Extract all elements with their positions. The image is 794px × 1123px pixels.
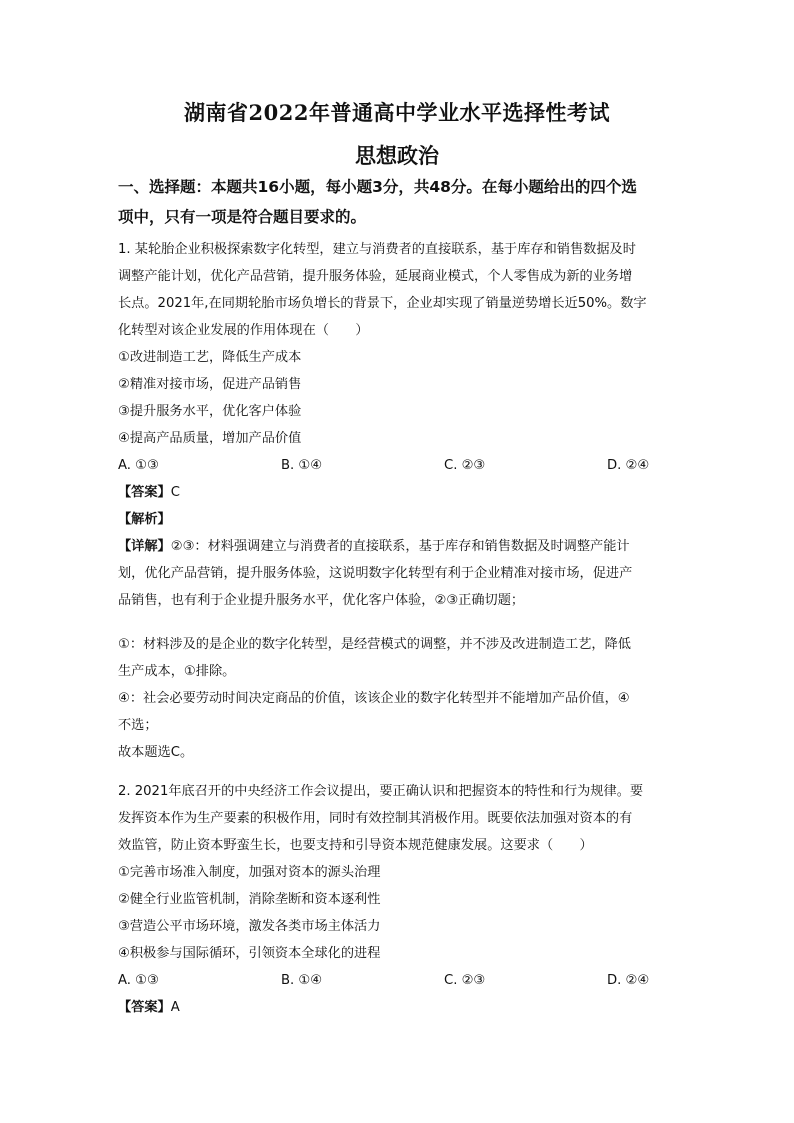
section-heading (118, 172, 678, 232)
detail-text: ②③：材料强调建立与消费者的直接联系，基于库存和销售数据及时调整产能计 (170, 539, 630, 554)
option-d: D. ②④ (607, 458, 650, 473)
paragraph-gap (118, 614, 684, 631)
analysis-note: 不选； (118, 718, 158, 733)
detail-tag: 【详解】 (118, 539, 171, 554)
answer-line (118, 479, 684, 506)
section-heading-line: 项中，只有一项是符合题目要求的。 (118, 208, 367, 226)
analysis-note: ①：材料涉及的是企业的数字化转型，是经营模式的调整，并不涉及改进制造工艺，降低 (118, 637, 631, 652)
question-stem-line: 化转型对该企业发展的作用体现在（ ） (118, 323, 369, 338)
answer-tag: 【答案】 (118, 1000, 171, 1015)
statement-item: ④积极参与国际循环，引领资本全球化的进程 (118, 946, 381, 961)
option-d: D. ②④ (607, 973, 650, 988)
question-stem-line: 1. 某轮胎企业积极探索数字化转型，建立与消费者的直接联系，基于库存和销售数据及时 (118, 242, 636, 257)
statement-item: ④提高产品质量，增加产品价值 (118, 431, 302, 446)
exam-subject: 思想政治 (355, 143, 439, 168)
answer-tag: 【答案】 (118, 485, 171, 500)
statement-item: ②健全行业监管机制，消除垄断和资本逐利性 (118, 892, 381, 907)
question-stem-line: 2. 2021年底召开的中央经济工作会议提出，要正确认识和把握资本的特性和行为规律。要 (118, 784, 644, 799)
question-stem-line: 长点。2021年,在同期轮胎市场负增长的背景下，企业却实现了销量逆势增长近50%。数字 (118, 296, 647, 311)
statement-item: ③提升服务水平，优化客户体验 (118, 404, 302, 419)
statement-item: ①改进制造工艺，降低生产成本 (118, 350, 302, 365)
detail-text: 划，优化产品营销，提升服务体验，这说明数字化转型有利于企业精准对接市场，促进产 (118, 566, 633, 581)
question-stem-line: 调整产能计划，优化产品营销，提升服务体验，延展商业模式，个人零售成为新的业务增 (118, 269, 633, 284)
statement-item: ②精准对接市场，促进产品销售 (118, 377, 302, 392)
option-b: B. ①④ (281, 458, 323, 473)
section-heading-line: 一、选择题：本题共16小题，每小题3分，共48分。在每小题给出的四个选 (118, 178, 637, 196)
statement-item: ③营造公平市场环境，激发各类市场主体活力 (118, 919, 381, 934)
analysis-note: ④：社会必要劳动时间决定商品的价值，该该企业的数字化转型并不能增加产品价值，④ (118, 691, 630, 706)
option-a: A. ①③ (118, 973, 159, 988)
question-1 (118, 236, 684, 766)
question-stem-line: 发挥资本作为生产要素的积极作用，同时有效控制其消极作用。既要依法加强对资本的有 (118, 811, 633, 826)
option-a: A. ①③ (118, 458, 159, 473)
question-2 (118, 778, 684, 1021)
answer-options (118, 452, 684, 479)
option-c: C. ②③ (444, 458, 486, 473)
answer-value: A (170, 1000, 180, 1015)
option-b: B. ①④ (281, 973, 323, 988)
answer-options (118, 967, 684, 994)
detail-text: 品销售，也有利于企业提升服务水平，优化客户体验，②③正确切题； (118, 593, 525, 608)
analysis-tag: 【解析】 (118, 512, 171, 527)
analysis-note: 生产成本，①排除。 (118, 664, 236, 679)
detail-line (118, 533, 684, 560)
conclusion: 故本题选C。 (118, 745, 194, 760)
statement-item: ①完善市场准入制度，加强对资本的源头治理 (118, 865, 381, 880)
answer-value: C (170, 485, 180, 500)
exam-title: 湖南省2022年普通高中学业水平选择性考试 (184, 100, 610, 125)
answer-line (118, 994, 684, 1021)
question-stem-line: 效监管，防止资本野蛮生长，也要支持和引导资本规范健康发展。这要求（ ） (118, 838, 593, 853)
option-c: C. ②③ (444, 973, 486, 988)
